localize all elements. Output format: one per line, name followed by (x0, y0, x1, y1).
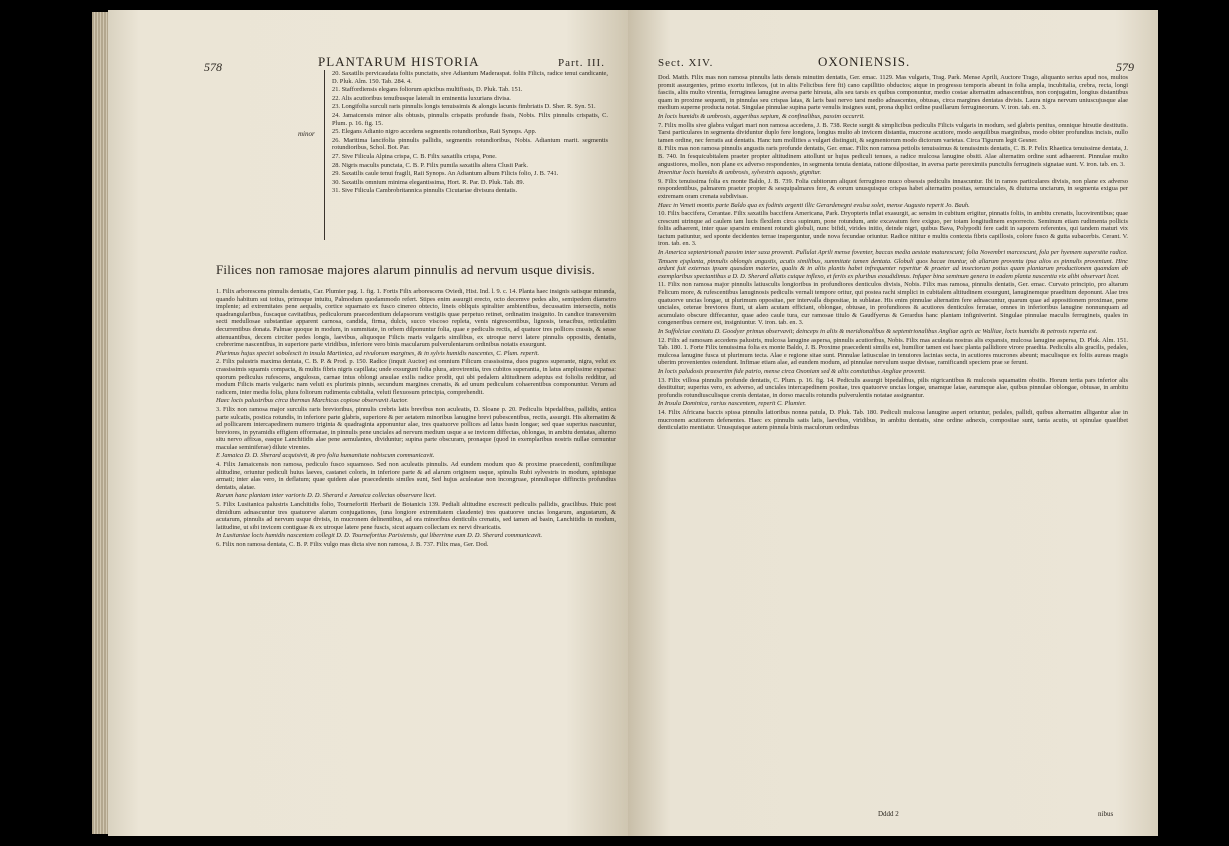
paragraph: Haec in Veneti montis parte Baldo qua ex fodinis argenti illic Gerardenegni evulsa solet, mense Augusto reperit Jo. Bauh. (658, 201, 970, 209)
paragraph: 3. Filix non ramosa major surculis raris brevioribus, pinnulis crebris latis brevibus non aculeatis, D. Sloane p. 20. Pediculis bipedalibus, pallidis, antica parte sulcatis, postica rotundis, in inferiore parte glabris, superiore & per aetatem minoribus lanugine brevi pubescentibus, rectis, assurgit. His alternatim & ad pollicarem intercapedinem numero triginta & quadraginta apponuntur alae, tres quatuorve pollices ad latus basin longae; sed quae superius nascuntur, breviores, in pyramidis effigiem efformatae, in pinnulis pene unciales ad nervum medium usque a se invicem diffectas, oblongas, in ambitu dentatas, alterno situ nervo affixas, easque Lanchitidis alae pene aemulantes, dividuntur; supina parte obscuram, pronaque (quod in exemplaribus nostris nullae cernuntur maculae seminiferae) dilute virentes. (216, 405, 617, 451)
list-item: 28. Nigris maculis punctata, C. B. P. Filix pumila saxatilis altera Clusii Park. (332, 161, 528, 169)
paragraph: E Jamaica D. D. Sherard acquisivit, & pro folia humanitate nobiscum communicavit. (216, 452, 435, 460)
paragraph: 14. Filix Africana baccis spissa pinnulis latioribus nonna patula, D. Pluk. Tab. 180. Pediculi mulcosa lanugine asperi oriuntur, pedales, pallidi, quibus alternatim alligantur alae in mucronem acutiorem defenentes. Haec ex pinnulis satis latis, laevibus, viridibus, in ambitu dentatis, sine ordine adnexis, compositae sunt, tanta acutis, ut spinulae quaelibet denticulatio mentiatur. Unusquisque autem pinnula binis maculorum ordinibus (658, 408, 1128, 432)
list-brace (324, 70, 325, 240)
paragraph: 5. Filix Lusitanica palustris Lanchitidis folio, Tournefortii Herbarii de Botanicis 139. Pediali altitudine excrescit pediculis pallidis, gracilibus. Huic post dimidium adnascuntur tres quatuorve alarum conjugationes, (una longiore extremitatem claudente) tres quatuorve uncias longarum, angustarum, & acutarum, pinnulis ad nervum usque divisis, in mucronem delinentibus, ad ora minoribus denticulis crenatis, sed tamen ad basin, Lanchitidis in modum, latitudine, ut sibi invicem contiguae & ex utroque latere pene fuscis, sicut aquam collectam ex nervi divaricatis. (216, 501, 616, 531)
left-page-number: 578 (204, 60, 222, 74)
list-item: 20. Saxatilis pervicaudata foliis punctatis, sive Adiantum Maderaspat. foliis Filicis, radice tenui candicante, D. Pluk. Alm. 150. Tab. 284. 4. (332, 70, 608, 85)
left-page (108, 10, 628, 836)
paragraph: In locis humidis & umbrosis, aggeribus sepium, & confinalibus, passim occurrit. (658, 112, 865, 120)
right-page-number: 579 (1116, 60, 1134, 74)
paragraph: 13. Filix villosa pinnulis profunde dentatis, C. Plum. p. 16. fig. 14. Pediculis assurgit bipedalibus, pilis nigricantibus & mulcosis squamatim obsitis. Horum tertia pars inferior alis destituitur; superius vero, ex adverso, ad unciales intercapedinem positae, tres quatuorve uncias longae, unamque latae, earumque alae, quibus pinnulae oblongae, obtusae, in ambitu profundis rotundiusculisque crenis dentatae, in dorso maculis rotundis pulverulentis notatae assignantur. (658, 376, 1128, 399)
paragraph: Plurimus hujus speciei sobolescit in insula Martinica, ad rivulorum margines, & in sylvis humidis nascentes, C. Plum. reperit. (216, 349, 540, 357)
list-item: 27. Sive Filicula Alpina crispa, C. B. Filix saxatilis crispa, Pone. (332, 152, 497, 160)
signature-mark: Dddd 2 (878, 810, 899, 818)
paragraph: Dod. Matth. Filix mas non ramosa pinnulis latis densis minutim dentatis, Ger. emac. 1129. Mas vulgaris, Trag. Park. Mense Aprili, Auctore Trago, aliquanto serius apud nos, multos promit assurgentes, primo exortu inflexos, (ut in aliis Felicibus fere fit) cano capillitio obductos; atque in progressu temporis abeunt in folia ampla, incubitalia, crebra, recta, longi fasciis, aliis multo virentia, ferruginea lanugine aversa parte hirsuta, alis seu tarsis ex quibus componuntur, medio costae alternatim adnascentibus, non conjugatim, longius distantibus quam in proxime sequenti, in pinnulas seu crispas latas, & laris basi nervo tarsi medio adnascentes, obtusas, circa margines dentatas divisis. Laura nigra nervum uniuscujusque alae medium superne producta notat. Singulae pinnulae supina parte venulis insignes sunt, prona duplici ordine pusillarum ferrugineorum. V. iron. tab. en. 3. (658, 74, 1128, 112)
paragraph: 10. Filix baccifera, Cerantae. Filix saxatilis baccifera Americana, Park. Dryopteris inflat exasurgit, ac sensim in cubitum erigitur, pinnatis foliis, in ambitu crenatis, lucovirentibus; quae crescunt utrinque ad caulem tam lucis flexilem circa supinum, pone rotundum, ante excavatum fere exiguo, per totam longitudinem exporrecto. Seminum etiam rudimenta pollicis foliis adhaerent, inter quae sparsim eminent rotundi globuli, nunc bifidi, virides initio, deinde nigri, quibus Bava, Polypodii fere cadit in saporem referentes, qui tandem maturi vix tactum patiuntur, sed sponte decidentes terrae insperguntur, unde nova fecundae oriuntur. Radice nititur e multis contexta fibris capillosis, colore fusco & gutta subacerbis. Cerant. V. iron. tab. en. 3. (658, 210, 1128, 248)
paragraph: 7. Filix mollis sive glabra vulgari mari non ramosa accedens, J. B. 738. Recte surgit & simplicibus pediculis Filicis vulgaris in modum, sed glabris penitus, omnique hirsutie destitutis. Tarsi particulares in segmenta dividuntur duplo fere longiora, longius multo ab invicem distantia, mucrone acutiore, modo aequilibus marginibus, modo obiter profundius incisis, nullo tamen ordine, nec ferratis aut dentatis. Hanc tum mollities a vulgari distinguit, & segmentorum modo dictorum varietas. Circa Tigurum legit Gesner. (658, 121, 1128, 144)
paragraph: 2. Filix palustris maxima dentata, C. B. P. & Prod. p. 150. Radice (inquit Auctor) est omnium Filicum crassissima, duos pugnos superante, nigra, velut ex crassissimis squamis compacta, & multis fibris nigris capillata; unde exsurgunt folia plura, atrovirentia, tres cubitos superantia, in latus amplissime expansa: quorum pediculus rufescens, angulosus, carnae intus oblongi ansulae exilis radice prodit, qui ubi pedalem altitudinem adeptus est foliolis redditur, ad modum Filicis maris vulgaris: nam veluti ex plurimis pinnis, secundum margines crenatis, & ad unum pediculum cohaerentibus componuntur. Verum ad radicem, inter media folia, plura foliorum rudimenta cubitalia, veluti flexuosum principia, comprehendit. (216, 358, 616, 396)
paragraph: Haec locis palustribus circa thermas Marchicas copiose observavit Auctor. (216, 397, 408, 405)
right-body (658, 74, 1128, 433)
book-spread (108, 10, 1158, 836)
paragraph: In Lusitaniae locis humidis nascentem collegit D. D. Tournefortius Parisiensis, qui liberrime eum D. D. Sherard communicavit. (216, 532, 543, 540)
list-item: 26. Maritima lancifolia pinnulis pallidis, segmentis rotundioribus, Nobis. Adiantum marit. segmentis rotundioribus, Schol. Bot. Par. (332, 136, 608, 152)
left-body (216, 288, 616, 550)
list-item: 25. Elegans Adianto nigro accedens segmentis rotundioribus, Raii Synops. App. (332, 128, 537, 136)
right-page (628, 10, 1158, 836)
paragraph: 1. Filix arborescens pinnulis dentatis, Car. Plumier pag. 1. fig. 1. Fortis Filix arborescens Oviedi, Hist. Ind. l. 9. c. 14. Planta haec insignis satisque miranda, quando habitum sui totius, primoque intuitu, Palmodum quodammodo refert. Stipes enim assurgit erecto, octo decemve pedes alto, semipedem diametro implente; ad extremitates pene aequalis, cortice squamato ex fusco cinereo obtecto, lineis obliquis spiraliter ambientibus, decussatim intersectis, notis quadrangularibus, fuscaque cavitatibus, pediculorum praecedentium delapsorum vestigiis quae perpetuo retinet, ordinatim insignito. In candice transversim secti medullosae substantiae apparent carnosa, candida, firma, dulcis, succo viscoso repleta, venis nigrescentibus, lignosis, tenacibus, reticulatim decurrentibus donata. Palmae quoque in modum, in summitate, in orbem dilponuntur folia, quae e pediculis rectis, ad quatuor tres pollices crassis, & sesse attenuantibus, decem circiter pedes longis, laevibus, aliquoque Filicis maris vulgaris similibus, ex utroque nervi latere pinnulis oppositis, dentatis, crebrerime nascentibus, in superiore parte viridibus, inferiore vero binis macularum pulverulentarum ordinibus notatis exsurgunt. (216, 288, 616, 349)
paragraph: 9. Filix tenuissima folia ex monte Baldo, J. B. 739. Folia cubitorum aliquot ferrugineo muco obsessis pediculis innascuntur. Ibi in ramos particulares divisis, non plane ex adverso respondentibus, palmarem praeter propter & sesquipalmares fere, & eorum unusquisque crispas habet alternatim positas, semunciales, & diuturna unciarum, in segmenta exigua per extremam oram crenata subdivisas. (658, 177, 1128, 200)
catchword: nibus (1098, 810, 1114, 818)
paragraph: 6. Filix non ramosa dentata, C. B. P. Filix vulgo mas dicta sive non ramosa, J. B. 737. Filix mas, Ger. Dod. (216, 541, 489, 548)
paragraph: 12. Filix ad ramosam accedens palustris, mulcosa lanugine aspersa, pinnulis acutioribus, Nobis. Filix mas aculeata nostras alis expansis, mulcosa lanugine aspersa, D. Pluk. Alm. 151. Tab. 180. 1. Forte Filix tenuissima folia ex monte Baldo, J. B. Proxime praecedenti similis est, humilior tamen est haec planta pallidiore virore praedita. Pediculis alis gracilis, pedales, mulcosa lanugine fusca ut plurimum tecta. Alae e regione sitae sunt. Pinnulae latiusculae in tenuiores lacinias secta, in acutiores mucrones abeunt; maculisque ex foliis aureas magis uberim provenientes ostendunt. Infimae etiam alae, ad eundem modum, ad pinnulae nervulum usque divisae, ramificandi speciem prae se ferunt. (658, 336, 1128, 367)
list-item: 31. Sive Filicula Cambrobritannica pinnulis Cicutariae divisura dentatis. (332, 187, 518, 195)
paragraph: Invenitur locis humidis & umbrosis, sylvestris aquosis, gignitur. (658, 169, 822, 177)
section-title: Filices non ramosae majores alarum pinnulis ad nervum usque divisis. (216, 262, 595, 277)
paragraph: 8. Filix mas non ramosa pinnulis angustis raris profunde dentatis, Ger. emac. Filix non ramosa petiolis tenuissimus & tenuissimis dentatis, C. B. P. Felix Rhaetica tenuissime dentata, J. B. 740. In fesquicubitalem praeter propter altitudinem attollunt ur hujus pediculi tenues, a radice mulcosa lanugine obsiti. Alae alternatim ordine sunt adhaerent. Pinnulae multo angustiores, molles, non plane ex adverso respondentes, in segmenta tenuia dentata, ratione dilpositae, in aversa parte pereximiis punctulis ferrugineis signatae sunt. V. iron. tab. en. 3. (658, 145, 1128, 168)
paragraph: In Insula Dominica, rarius nascentem, reperit C. Plumier. (658, 400, 806, 408)
right-section-label: Sect. XIV. (658, 57, 714, 69)
left-part-label: Part. III. (558, 57, 605, 69)
right-running-head: OXONIENSIS. (818, 54, 911, 69)
list-item: 24. Jamaicensis minor alis obtusis, pinnulis crispatis profunde fissis, Nobis. Filix pinnulis crispatis, C. Plum. p. 16. fig. 15. (332, 111, 608, 127)
list-item: 21. Staffordiensis elegans foliorum apicibus multifissis, D. Pluk. Tab. 151. (332, 86, 523, 94)
paragraph: Tenuem ejsplanta, pinnulis oblongis angustis, acutis similibus, summitate tamen dentata. Globuli quos bacae inuntur, ob aliarum proventu ipsa alios es pinnulis proveniunt. Hinc ardunt fuit externas ipsam quasdam materies, qualis & in aliis plantis habet infrequenter reperitur & praeter ad insectorum potius quam plantarum productionem quamdam ab exemplaribus spectantibus a D. D. Sherard allatis cuique inflexo, et feriis ex pluribus exsudidimus. Infuper bina seminum genera in eadem planta nascentia vix alibi observari licet. (658, 257, 1128, 280)
list-item: 22. Alis acutioribus tenuibusque laterali in eminentia luxurians divisa. (332, 94, 511, 102)
paragraph: In locis paludosis praesertim fide patrio, mense circa Oxoniam sed & aliis comitatibus Angliae provenit. (658, 367, 926, 375)
paragraph: 4. Filix Jamaicensis non ramosa, pediculo fusco squamoso. Sed non aculeatis pinnulis. Ad eundem modum quo & proxime praecedenti, confimilique altitudine, oriuntur pediculi huius laeves, castanei coloris, in inferiore parte & ad alarum originem usque, spinulis Rubi sylvestris in modum, spinisque armati; inter alas vero, in deflatum; quae quidem alae praecedentis similes sunt, Sed hujus aculeatae non incongruae, pinnulisque diffinctis profundius dentatis, alatae. (216, 461, 616, 491)
minor-label: minor (298, 130, 315, 138)
paragraph: Rarum hanc plantam inter varioris D. D. Sherard e Jamaica collectas observare licet. (216, 492, 437, 500)
paragraph: In America septentrionali passim inter saxa provenit. Pullulat Aprili mense foventer, baccas media aestate maturescunt; folia Novembri marcescunt, fola per hyemem superstite radice. (658, 249, 1128, 257)
left-running-head: PLANTARUM HISTORIA (318, 54, 480, 69)
list-item: 30. Saxatilis omnium minima elegantissima, Hort. R. Par. D. Pluk. Tab. 89. (332, 178, 525, 186)
list-item: 29. Saxatilis caule tenui fragili, Raii Synops. An Adiantum album Filicis folio, J. B. 741. (332, 170, 559, 178)
numbered-list (332, 70, 608, 196)
paragraph: 11. Filix non ramosa major pinnulis latiusculis longioribus in profundiores denticulos divisis, Nobis. Filix mas ramosa, pinnulis dentatis, Ger. emac. Curvato principio, pro altarum Felicum more, & rufescentibus lanuginosis pediculis vernali tempore oritur, qui postea rachi simplici in cubitalem altitudinem exsurgunt, lanuginemque praeditum deponunt. Alae tres quatuorve uncias longae, ut plurimum oppositae, per intervalla dispositae, in sublatae. His enim pinnulae alternatim fere adnascuntur, quarum quae ad appositionem proximae, pene unciales, ceterae breviores fiunt, ut alam acutam efficiant, oblongae, obtusae, in profundiores & acutiores denticulos ferratae, omnes in inferioribus lanugine nonnunquam ad acumulato obscure diffecantur, quae adeo caule tura, cur ramosae titulo & Gaudfyerus & Gerardus hanc plantam infigniverint. Singulae pinnulae maculis ferrugineis, quales in congeneribus cernere est, insigniuntur. V. iron. tab. en. 3. (658, 281, 1128, 327)
paragraph: In Suffolciae conitatu D. Goodyer primus observavit; deinceps in aliis & meridionalibus & septentrionalibus Angliae agris ac Walliae, locis humidis & petrosis reperta est. (658, 328, 1098, 335)
list-item: 23. Longifolia surculi raris pinnulis longis tenuissimis & alongis lacunis fimbriatis D. Sher. R. Syn. 51. (332, 103, 596, 111)
